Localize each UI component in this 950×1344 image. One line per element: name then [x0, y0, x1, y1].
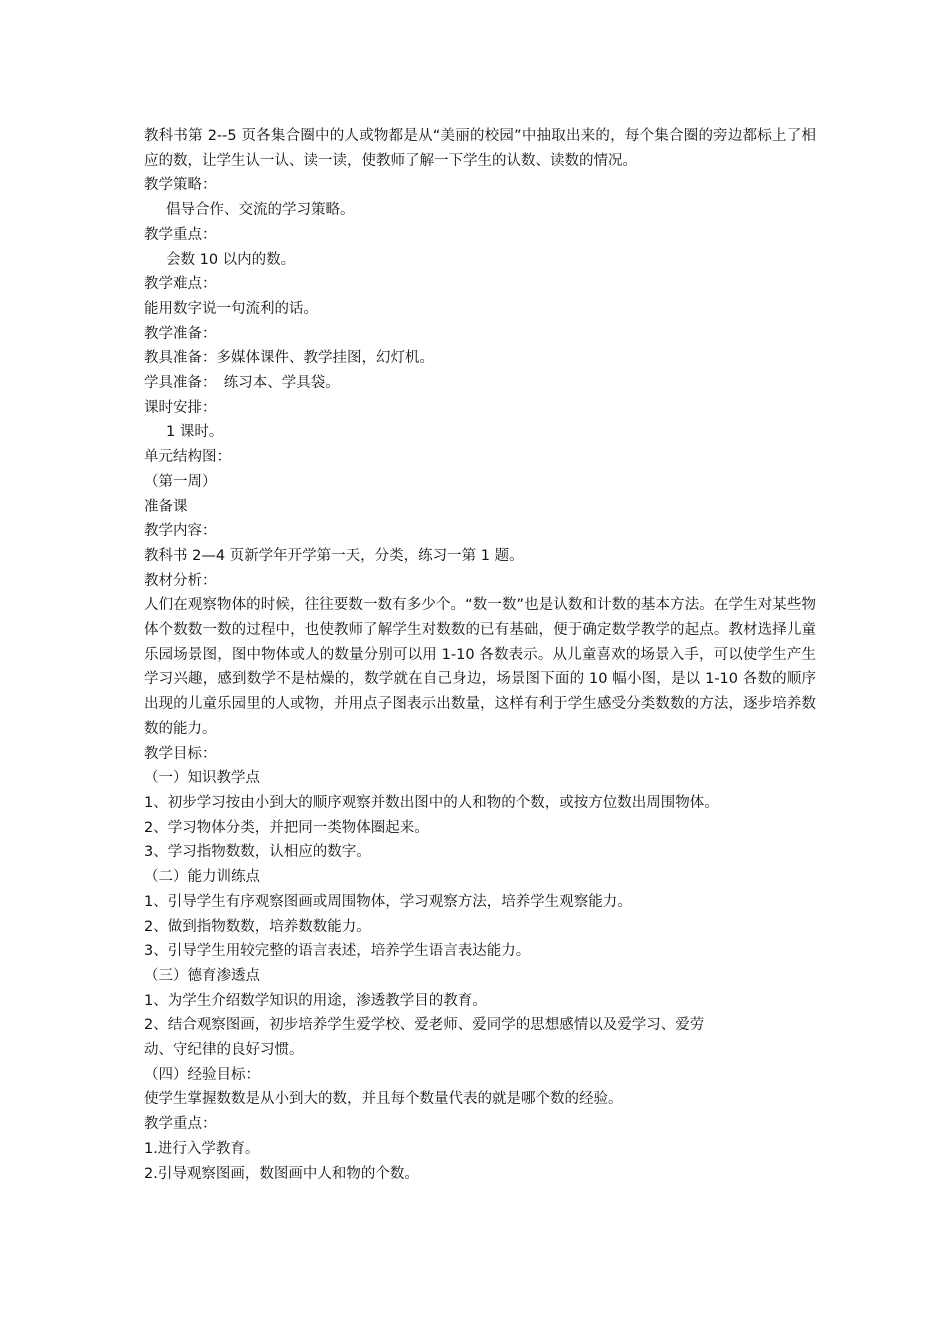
heading-key-points-2: 教学重点： — [144, 1116, 217, 1133]
heading-content: 教学内容： — [144, 523, 217, 540]
heading-analysis: 教材分析： — [144, 572, 217, 589]
moral-item-2-line-2: 动、守纪律的良好习惯。 — [144, 1042, 304, 1059]
section-experience: （四）经验目标： — [144, 1066, 260, 1083]
heading-unit-structure: 单元结构图： — [144, 449, 231, 466]
key-point-item-1: 1.进行入学教育。 — [144, 1140, 260, 1157]
key-point-item-2: 2.引导观察图画，数图画中人和物的个数。 — [144, 1165, 419, 1182]
difficulty-text: 能用数字说一句流利的话。 — [144, 300, 318, 317]
section-ability: （二）能力训练点 — [144, 869, 260, 886]
knowledge-item-2: 2、学习物体分类，并把同一类物体圈起来。 — [144, 819, 429, 836]
ability-item-1: 1、引导学生有序观察图画或周围物体，学习观察方法，培养学生观察能力。 — [144, 893, 632, 910]
analysis-paragraph: 人们在观察物体的时候，往往要数一数有多少个。“数一数”也是认数和计数的基本方法。在学生对某些物体个数数一数的过程中，也使教师了解学生对数数的已有基础，便于确定数学教学的起点。教材选择儿童乐园场景图，图中物体或人的数量分别可以用 1-10 各数表示。从儿童喜欢的场景入手，可以使学生产生学习兴趣，感到数学不是枯燥的，数学就在自己身边，场景图下面的 10 幅小图，是以 1-10 各数的顺序出现的儿童乐园里的人或物，并用点子图表示出数量，这样有利于学生感受分类数数的方法，逐步培养数数的能力。 — [144, 597, 816, 737]
heading-objectives: 教学目标： — [144, 745, 217, 762]
teacher-prep-text: 教具准备：多媒体课件、教学挂图，幻灯机。 — [144, 350, 434, 367]
student-prep-text: 学具准备： 练习本、学具袋。 — [144, 375, 340, 392]
heading-difficulty: 教学难点： — [144, 276, 217, 293]
strategy-text: 倡导合作、交流的学习策略。 — [166, 202, 355, 219]
section-moral: （三）德育渗透点 — [144, 967, 260, 984]
heading-schedule: 课时安排： — [144, 399, 217, 416]
intro-paragraph: 教科书第 2--5 页各集合圈中的人或物都是从“美丽的校园”中抽取出来的，每个集合圈的旁边都标上了相应的数，让学生认一认、读一读，使教师了解一下学生的认数、读数的情况。 — [144, 128, 816, 169]
document-body — [144, 124, 816, 1186]
ability-item-2: 2、做到指物数数，培养数数能力。 — [144, 918, 371, 935]
heading-preparation: 教学准备： — [144, 325, 217, 342]
content-text: 教科书 2—4 页新学年开学第一天，分类，练习一第 1 题。 — [144, 547, 524, 564]
experience-text: 使学生掌握数数是从小到大的数，并且每个数量代表的就是哪个数的经验。 — [144, 1091, 623, 1108]
moral-item-2-line-1: 2、结合观察图画，初步培养学生爱学校、爱老师、爱同学的思想感情以及爱学习、爱劳 — [144, 1017, 705, 1034]
key-point-text: 会数 10 以内的数。 — [166, 251, 296, 268]
knowledge-item-1: 1、初步学习按由小到大的顺序观察并数出图中的人和物的个数，或按方位数出周围物体。 — [144, 794, 719, 811]
heading-strategy: 教学策略： — [144, 177, 217, 194]
heading-key-point: 教学重点： — [144, 226, 217, 243]
lesson-title: 准备课 — [144, 498, 188, 515]
week-label: （第一周） — [144, 473, 217, 490]
ability-item-3: 3、引导学生用较完整的语言表述，培养学生语言表达能力。 — [144, 943, 531, 960]
section-knowledge: （一）知识教学点 — [144, 770, 260, 787]
moral-item-1: 1、为学生介绍数学知识的用途，渗透教学目的教育。 — [144, 992, 487, 1009]
knowledge-item-3: 3、学习指物数数，认相应的数字。 — [144, 844, 371, 861]
schedule-text: 1 课时。 — [166, 424, 224, 441]
